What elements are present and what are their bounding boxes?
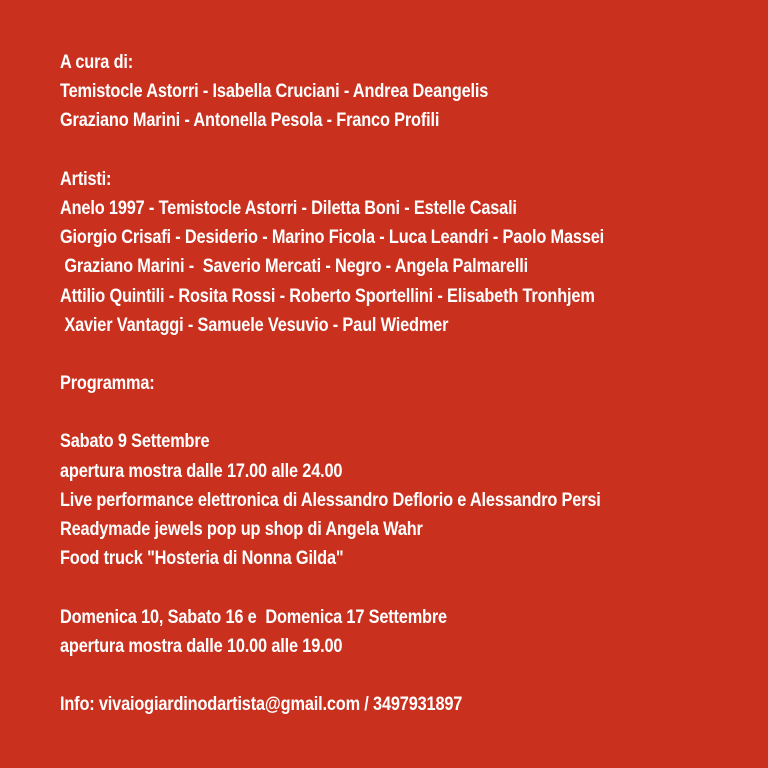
artists-heading: Artisti: <box>60 168 112 190</box>
program-day1-item: Readymade jewels pop up shop di Angela Wahr <box>60 519 423 540</box>
artists-line: Attilio Quintili - Rosita Rossi - Roberto Sportellini - Elisabeth Tronhjem <box>60 285 595 307</box>
curators-line: Temistocle Astorri - Isabella Cruciani - Andrea Deangelis <box>60 81 489 103</box>
program-day1-item: Food truck "Hosteria di Nonna Gilda" <box>60 548 344 570</box>
spacer <box>60 136 662 165</box>
curators-heading: A cura di: <box>60 52 134 73</box>
event-poster-text <box>60 48 662 719</box>
spacer <box>60 340 662 369</box>
program-day1-date: Sabato 9 Settembre <box>60 431 210 453</box>
info-contact: Info: vivaiogiardinodartista@gmail.com / 3497931897 <box>60 694 463 716</box>
artists-line: Graziano Marini - Saverio Mercati - Negro - Angela Palmarelli <box>60 256 529 278</box>
curators-line: Graziano Marini - Antonella Pesola - Franco Profili <box>60 110 440 132</box>
spacer <box>60 573 662 602</box>
artists-line: Xavier Vantaggi - Samuele Vesuvio - Paul Wiedmer <box>60 314 449 336</box>
artists-line: Giorgio Crisafi - Desiderio - Marino Ficola - Luca Leandri - Paolo Massei <box>60 227 605 249</box>
artists-line: Anelo 1997 - Temistocle Astorri - Diletta Boni - Estelle Casali <box>60 197 517 219</box>
program-day1-item: Live performance elettronica di Alessandro Deflorio e Alessandro Persi <box>60 489 601 511</box>
spacer <box>60 398 662 427</box>
program-heading: Programma: <box>60 373 155 395</box>
program-day2-item: apertura mostra dalle 10.00 alle 19.00 <box>60 635 343 657</box>
program-day2-date: Domenica 10, Sabato 16 e Domenica 17 Settembre <box>60 606 447 628</box>
spacer <box>60 661 662 690</box>
program-day1-item: apertura mostra dalle 17.00 alle 24.00 <box>60 460 343 482</box>
